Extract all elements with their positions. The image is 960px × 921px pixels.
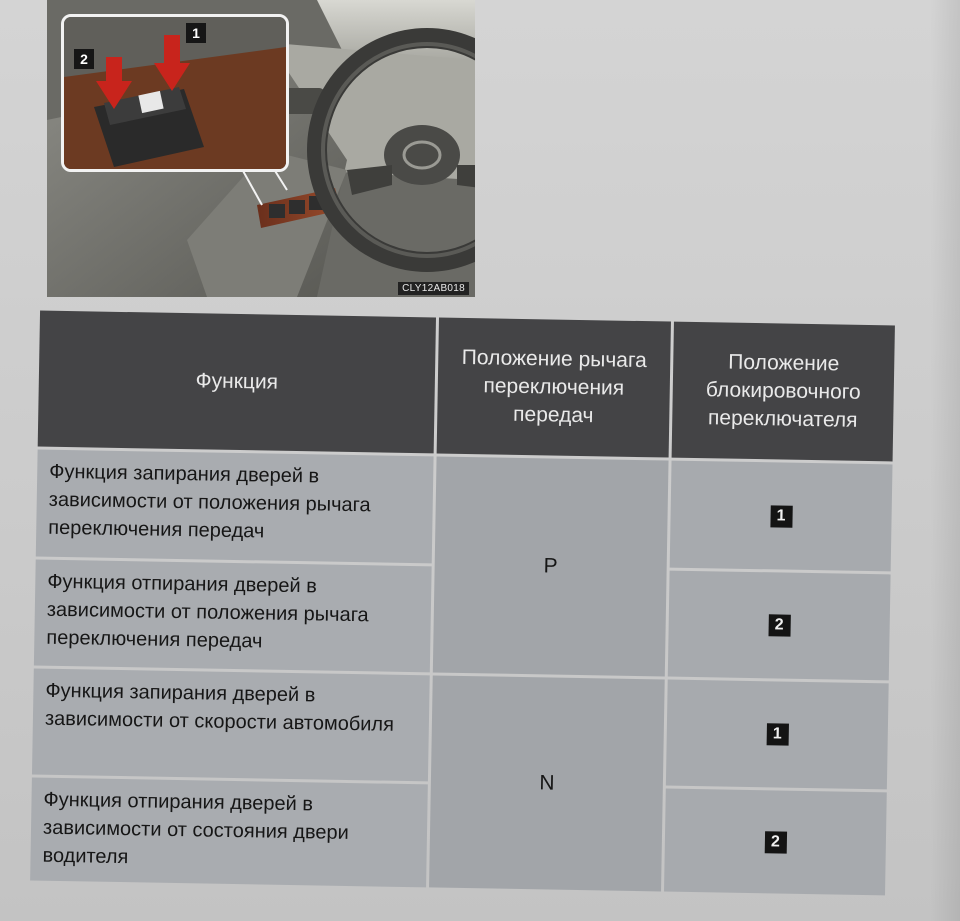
table-row-function xyxy=(32,668,430,781)
function-table xyxy=(30,311,895,896)
function-text: Функция отпирания дверей в зависимости от положения рычага переключения передач xyxy=(46,570,369,653)
table-row-function xyxy=(30,777,428,887)
switch-closeup-inset xyxy=(61,14,289,172)
switch-position-cell xyxy=(668,571,891,681)
switch-position-cell xyxy=(670,461,893,572)
gear-position-n xyxy=(429,675,665,891)
header-gear-position-label: Положение рычага переключения передач xyxy=(461,345,648,428)
switch-position-cell xyxy=(664,789,887,896)
lock-switch-closeup xyxy=(64,17,286,169)
function-text: Функция отпирания дверей в зависимости от состояния двери водителя xyxy=(42,788,349,869)
function-text: Функция запирания дверей в зависимости от положения рычага переключения передач xyxy=(48,460,371,543)
header-lock-switch xyxy=(672,322,895,462)
header-lock-switch-label: Положение блокировочного переключателя xyxy=(705,350,861,432)
switch-number-badge: 2 xyxy=(764,831,786,853)
header-gear-position xyxy=(437,318,671,458)
header-function xyxy=(38,311,436,454)
function-text: Функция запирания дверей в зависимости от скорости автомобиля xyxy=(44,679,395,736)
switch-position-cell xyxy=(666,680,889,790)
page-edge-shadow xyxy=(930,0,960,921)
gear-position-p xyxy=(433,456,669,676)
image-code-label: CLY12AB018 xyxy=(398,282,469,295)
switch-number-badge: 1 xyxy=(770,505,792,527)
header-function-label: Функция xyxy=(195,369,279,394)
switch-number-badge: 1 xyxy=(766,723,788,745)
gear-position-value: N xyxy=(539,771,555,795)
badge-1: 1 xyxy=(186,23,206,43)
table-row-function xyxy=(36,450,434,564)
door-switch-photo xyxy=(47,0,475,297)
gear-position-value: P xyxy=(543,554,558,578)
table-row-function xyxy=(34,560,432,673)
badge-2: 2 xyxy=(74,49,94,69)
switch-number-badge: 2 xyxy=(768,614,790,636)
